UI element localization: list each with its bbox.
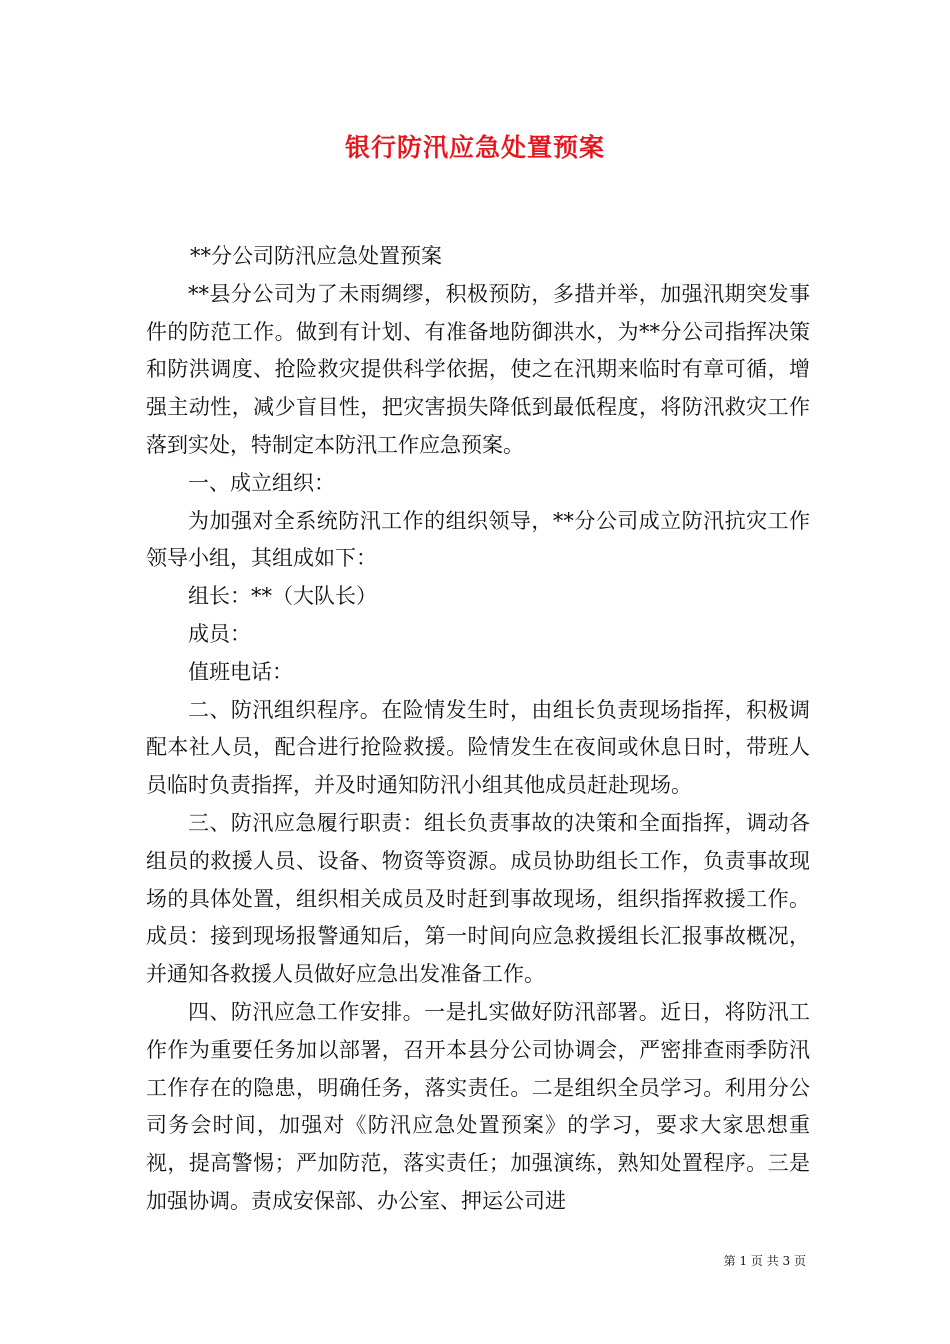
page-number: 第 1 页 共 3 页 xyxy=(723,1254,806,1268)
document-body xyxy=(146,238,810,1221)
page-title: 银行防汛应急处置预案 xyxy=(344,133,605,162)
line-team-leader: 组长：**（大队长） xyxy=(188,584,377,609)
paragraph-responsibilities: 三、防汛应急履行职责：组长负责事故的决策和全面指挥，调动各组员的救援人员、设备、物资等资源。成员协助组长工作，负责事故现场的具体处置，组织相关成员及时赶到事故现场，组织指挥救援工作。成员：接到现场报警通知后，第一时间向应急救援组长汇报事故概况，并通知各救援人员做好应急出发准备工作。 xyxy=(146,810,810,987)
section-heading-organization: 一、成立组织： xyxy=(188,470,335,495)
paragraph-organization: 为加强对全系统防汛工作的组织领导，**分公司成立防汛抗灾工作领导小组，其组成如下： xyxy=(146,508,810,571)
paragraph-arrangements: 四、防汛应急工作安排。一是扎实做好防汛部署。近日，将防汛工作作为重要任务加以部署，召开本县分公司协调会，严密排查雨季防汛工作存在的隐患，明确任务，落实责任。二是组织全员学习。利用分公司务会时间，加强对《防汛应急处置预案》的学习，要求大家思想重视，提高警惕；严加防范，落实责任；加强演练，熟知处置程序。三是加强协调。责成安保部、办公室、押运公司进 xyxy=(146,999,810,1213)
line-duty-phone: 值班电话： xyxy=(188,659,293,684)
line-members: 成员： xyxy=(188,621,251,646)
document-subtitle: **分公司防汛应急处置预案 xyxy=(190,244,442,268)
paragraph-procedure: 二、防汛组织程序。在险情发生时，由组长负责现场指挥，积极调配本社人员，配合进行抢险救援。险情发生在夜间或休息日时，带班人员临时负责指挥，并及时通知防汛小组其他成员赶赴现场。 xyxy=(146,697,810,798)
paragraph-intro: **县分公司为了未雨绸缪，积极预防，多措并举，加强汛期突发事件的防范工作。做到有计划、有准备地防御洪水，为**分公司指挥决策和防洪调度、抢险救灾提供科学依据，使之在汛期来临时有章可循，增强主动性，减少盲目性，把灾害损失降低到最低程度，将防汛救灾工作落到实处，特制定本防汛工作应急预案。 xyxy=(146,281,810,457)
